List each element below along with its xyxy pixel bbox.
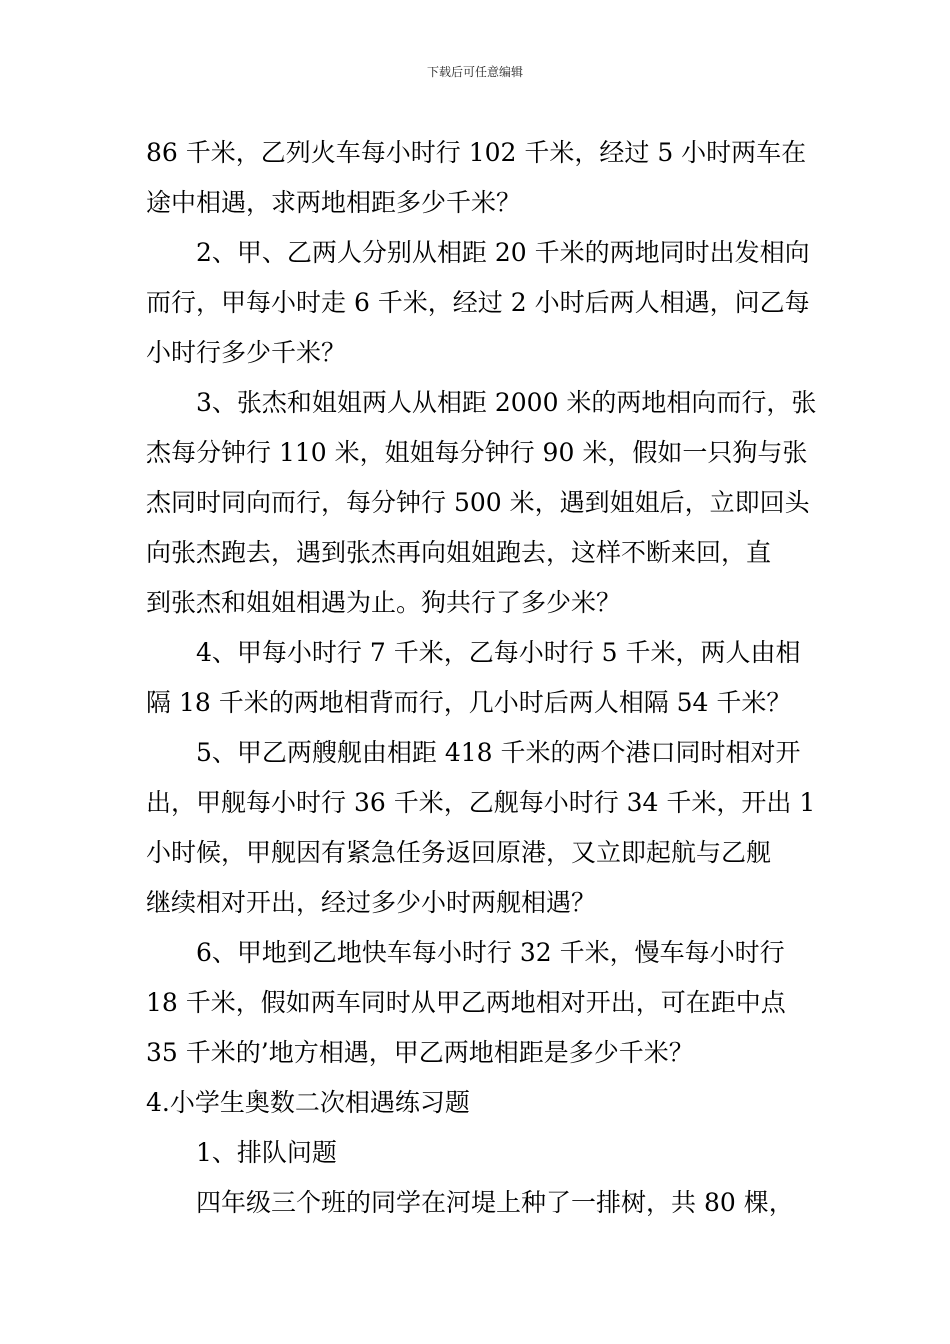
section-heading: 4.小学生奥数二次相遇练习题: [146, 1088, 470, 1117]
text-line: 86 千米，乙列火车每小时行 102 千米，经过 5 小时两车在: [146, 138, 807, 167]
text-line: 小时行多少千米？: [146, 338, 347, 367]
text-line: 四年级三个班的同学在河堤上种了一排树，共 80 棵，: [196, 1188, 794, 1217]
text-line: 18 千米，假如两车同时从甲乙两地相对开出，可在距中点: [146, 988, 786, 1017]
text-line: 小时候，甲舰因有紧急任务返回原港，又立即起航与乙舰: [146, 838, 772, 867]
document-body: [146, 128, 817, 1228]
text-line: 杰每分钟行 110 米，姐姐每分钟行 90 米，假如一只狗与张: [146, 438, 808, 467]
text-line: 而行，甲每小时走 6 千米，经过 2 小时后两人相遇，问乙每: [146, 288, 810, 317]
problem-3-line: 3、张杰和姐姐两人从相距 2000 米的两地相向而行，张: [196, 388, 817, 417]
page-header: 下载后可任意编辑: [426, 65, 523, 79]
text-line: 出，甲舰每小时行 36 千米，乙舰每小时行 34 千米，开出 1: [146, 788, 816, 817]
problem-4-line: 4、甲每小时行 7 千米，乙每小时行 5 千米，两人由相: [196, 638, 801, 667]
text-line: 到张杰和姐姐相遇为止。狗共行了多少米？: [146, 588, 622, 617]
text-line: 35 千米的’地方相遇，甲乙两地相距是多少千米？: [146, 1038, 694, 1067]
text-line: 杰同时同向而行，每分钟行 500 米，遇到姐姐后，立即回头: [146, 488, 810, 517]
text-line: 途中相遇，求两地相距多少千米？: [146, 188, 522, 217]
text-line: 隔 18 千米的两地相背而行，几小时后两人相隔 54 千米？: [146, 688, 792, 717]
problem-5-line: 5、甲乙两艘舰由相距 418 千米的两个港口同时相对开: [196, 738, 801, 767]
text-line: 向张杰跑去，遇到张杰再向姐姐跑去，这样不断来回，直: [146, 538, 772, 567]
problem-2-line: 2、甲、乙两人分别从相距 20 千米的两地同时出发相向: [196, 238, 810, 267]
problem-6-line: 6、甲地到乙地快车每小时行 32 千米，慢车每小时行: [196, 938, 785, 967]
subsection-heading: 1、排队问题: [196, 1138, 337, 1167]
text-line: 继续相对开出，经过多少小时两舰相遇？: [146, 888, 597, 917]
